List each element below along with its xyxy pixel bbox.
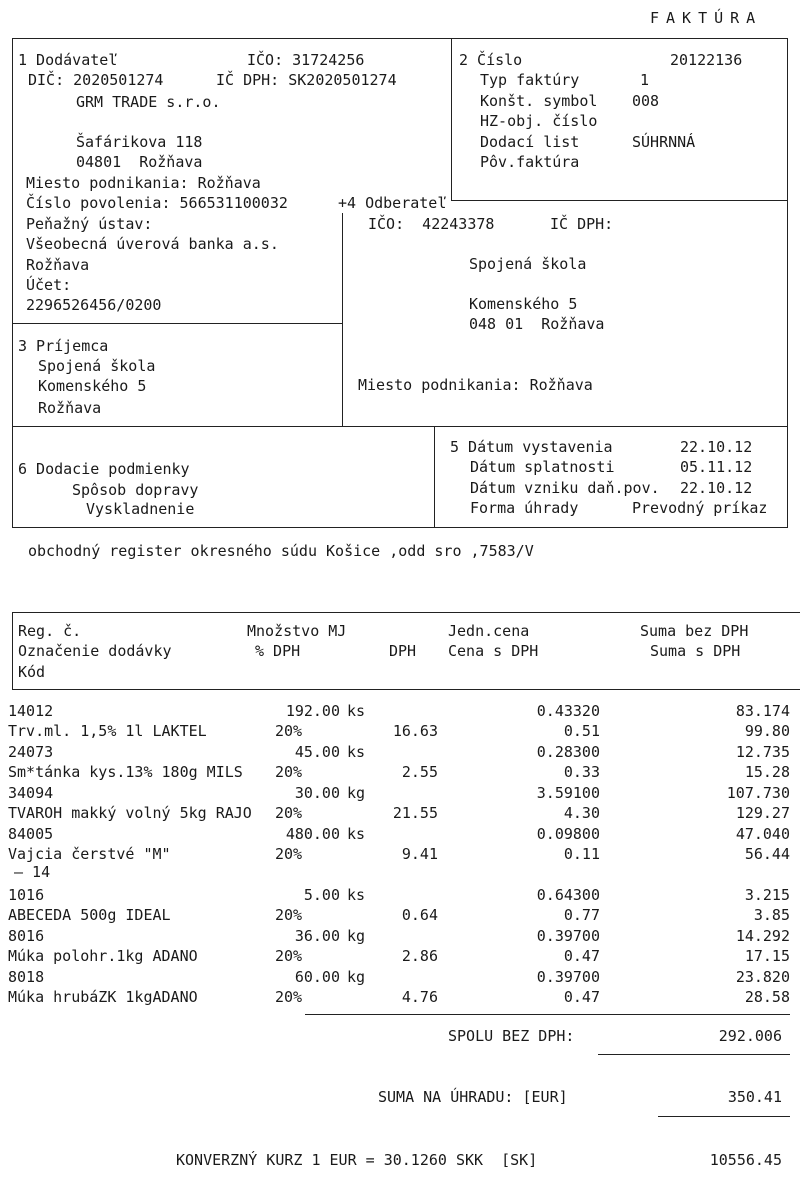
item-vat: 4.76 [401, 988, 438, 1006]
account-label: Účet: [26, 276, 72, 294]
item-price-vat: 0.77 [563, 906, 600, 924]
item-qty: 36.00 [294, 927, 340, 945]
item-unit-price: 0.43320 [536, 702, 600, 720]
col-sum-vat: Suma s DPH [650, 642, 741, 660]
customer-street: Komenského 5 [469, 295, 578, 313]
item-vat: 0.64 [401, 906, 438, 924]
item-sum: 14.292 [735, 927, 790, 945]
divider [12, 323, 342, 324]
customer-city: 048 01 Rožňava [469, 315, 605, 333]
col-qty: Množstvo MJ [247, 622, 347, 640]
item-unit-price: 0.09800 [536, 825, 600, 843]
col-reg: Reg. č. [18, 622, 82, 640]
item-sum: 23.820 [735, 968, 790, 986]
payment-label: Forma úhrady [470, 499, 579, 517]
supplier-city: 04801 Rožňava [76, 153, 203, 171]
supplier-heading: 1 Dodávateľ [18, 51, 118, 69]
item-vat: 16.63 [392, 722, 438, 740]
item-sum: 47.040 [735, 825, 790, 843]
item-price-vat: 0.51 [563, 722, 600, 740]
item-price-vat: 0.11 [563, 845, 600, 863]
order-number-label: HZ-obj. číslo [480, 112, 598, 130]
col-code: Kód [18, 663, 46, 681]
bank-city: Rožňava [26, 256, 90, 274]
item-qty: 30.00 [294, 784, 340, 802]
item-vat: 2.86 [401, 947, 438, 965]
supplier-icdph: IČ DPH: SK2020501274 [216, 71, 397, 89]
item-unit: ks [347, 743, 366, 761]
item-unit: kg [347, 968, 366, 986]
item-qty: 45.00 [294, 743, 340, 761]
item-name: Sm*tánka kys.13% 180g MILS [8, 763, 243, 781]
item-price-vat: 0.33 [563, 763, 600, 781]
register-note: obchodný register okresného súdu Košice ,odd sro ,7583/V [28, 542, 534, 560]
divider [451, 38, 452, 200]
item-reg: 8016 [8, 927, 45, 945]
item-vat-pct: 20% [275, 906, 303, 924]
const-symbol-label: Konšt. symbol [480, 92, 598, 110]
recipient-heading: 3 Príjemca [18, 337, 109, 355]
pay-value: 350.41 [727, 1088, 782, 1106]
item-name: ABECEDA 500g IDEAL [8, 906, 171, 924]
customer-place: Miesto podnikania: Rožňava [358, 376, 593, 394]
item-sum: 12.735 [735, 743, 790, 761]
item-sum-vat: 3.85 [753, 906, 790, 924]
item-unit: ks [347, 886, 366, 904]
item-reg: 84005 [8, 825, 54, 843]
item-unit: kg [347, 784, 366, 802]
supplier-street: Šafárikova 118 [76, 133, 203, 151]
item-sum: 3.215 [744, 886, 790, 904]
tax-date: 22.10.12 [680, 479, 753, 497]
item-unit-price: 0.28300 [536, 743, 600, 761]
item-qty: 60.00 [294, 968, 340, 986]
transport-label: Spôsob dopravy [72, 481, 199, 499]
pay-rule [658, 1116, 790, 1117]
subtotal-value: 292.006 [718, 1027, 782, 1045]
item-name: Múka polohr.1kg ADANO [8, 947, 198, 965]
item-unit-price: 0.39700 [536, 927, 600, 945]
payment-method: Prevodný príkaz [632, 499, 768, 517]
col-desc: Označenie dodávky [18, 642, 172, 660]
invoice-type-label: Typ faktúry [480, 71, 580, 89]
item-vat-pct: 20% [275, 845, 303, 863]
customer-name: Spojená škola [469, 255, 587, 273]
item-reg: 8018 [8, 968, 45, 986]
recipient-name: Spojená škola [38, 357, 156, 375]
item-sum: 107.730 [726, 784, 790, 802]
totals-rule [305, 1014, 790, 1015]
col-vat: DPH [389, 642, 417, 660]
item-price-vat: 0.47 [563, 947, 600, 965]
item-reg: 24073 [8, 743, 54, 761]
item-sum-vat: 15.28 [744, 763, 790, 781]
item-unit-price: 0.64300 [536, 886, 600, 904]
divider [451, 200, 788, 201]
item-unit-price: 3.59100 [536, 784, 600, 802]
bank-label: Peňažný ústav: [26, 215, 153, 233]
customer-ico: IČO: 42243378 [368, 215, 495, 233]
pay-label: SUMA NA ÚHRADU: [EUR] [378, 1088, 568, 1106]
due-date: 05.11.12 [680, 458, 753, 476]
dispatch-label: Vyskladnenie [86, 500, 195, 518]
item-vat-pct: 20% [275, 988, 303, 1006]
item-sum-vat: 28.58 [744, 988, 790, 1006]
item-code: — 14 [14, 863, 51, 881]
supplier-ico: IČO: 31724256 [247, 51, 365, 69]
col-unit-price: Jedn.cena [448, 622, 530, 640]
item-sum-vat: 129.27 [735, 804, 790, 822]
item-sum: 83.174 [735, 702, 790, 720]
account-number: 2296526456/0200 [26, 296, 162, 314]
item-vat: 21.55 [392, 804, 438, 822]
item-vat-pct: 20% [275, 804, 303, 822]
item-sum-vat: 99.80 [744, 722, 790, 740]
item-vat: 2.55 [401, 763, 438, 781]
divider [12, 426, 788, 427]
supplier-dic: DIČ: 2020501274 [28, 71, 164, 89]
tax-date-label: Dátum vzniku daň.pov. [470, 479, 660, 497]
recipient-city: Rožňava [38, 399, 102, 417]
delivery-note-value: SÚHRNNÁ [632, 133, 696, 151]
bank-name: Všeobecná úverová banka a.s. [26, 235, 279, 253]
item-sum-vat: 17.15 [744, 947, 790, 965]
item-reg: 34094 [8, 784, 54, 802]
item-name: Vajcia čerstvé "M" [8, 845, 171, 863]
item-vat: 9.41 [401, 845, 438, 863]
item-name: Múka hrubáZK 1kgADANO [8, 988, 198, 1006]
item-unit: kg [347, 927, 366, 945]
item-unit: ks [347, 825, 366, 843]
subtotal-label: SPOLU BEZ DPH: [448, 1027, 575, 1045]
col-sum: Suma bez DPH [640, 622, 749, 640]
rate-label: KONVERZNÝ KURZ 1 EUR = 30.1260 SKK [SK] [176, 1151, 538, 1169]
item-reg: 14012 [8, 702, 54, 720]
invoice-heading: 2 Číslo [459, 51, 523, 69]
rate-value: 10556.45 [709, 1151, 782, 1169]
col-price-vat: Cena s DPH [448, 642, 539, 660]
item-price-vat: 4.30 [563, 804, 600, 822]
customer-heading: +4 Odberateľ [338, 194, 447, 212]
document-title: FAKTÚRA [650, 9, 763, 27]
item-name: Trv.ml. 1,5% 1l LAKTEL [8, 722, 207, 740]
divider [434, 426, 435, 528]
item-vat-pct: 20% [275, 947, 303, 965]
due-label: Dátum splatnosti [470, 458, 615, 476]
recipient-street: Komenského 5 [38, 377, 147, 395]
item-sum-vat: 56.44 [744, 845, 790, 863]
col-vat-pct: % DPH [255, 642, 301, 660]
delivery-heading: 6 Dodacie podmienky [18, 460, 190, 478]
item-vat-pct: 20% [275, 722, 303, 740]
supplier-name: GRM TRADE s.r.o. [76, 93, 221, 111]
item-name: TVAROH makký volný 5kg RAJO [8, 804, 252, 822]
item-qty: 480.00 [285, 825, 340, 843]
item-unit-price: 0.39700 [536, 968, 600, 986]
divider [342, 200, 343, 426]
item-vat-pct: 20% [275, 763, 303, 781]
issued-date: 22.10.12 [680, 438, 753, 456]
item-qty: 5.00 [303, 886, 340, 904]
supplier-place: Miesto podnikania: Rožňava [26, 174, 261, 192]
supplier-permit: Číslo povolenia: 566531100032 [26, 194, 288, 212]
item-unit: ks [347, 702, 366, 720]
const-symbol-value: 008 [632, 92, 660, 110]
subtotal-rule [598, 1054, 790, 1055]
item-reg: 1016 [8, 886, 45, 904]
issued-label: 5 Dátum vystavenia [450, 438, 613, 456]
item-price-vat: 0.47 [563, 988, 600, 1006]
customer-icdph: IČ DPH: [550, 215, 614, 233]
delivery-note-label: Dodací list [480, 133, 580, 151]
item-qty: 192.00 [285, 702, 340, 720]
original-invoice-label: Pôv.faktúra [480, 153, 580, 171]
invoice-type-value: 1 [640, 71, 650, 89]
invoice-number: 20122136 [670, 51, 743, 69]
